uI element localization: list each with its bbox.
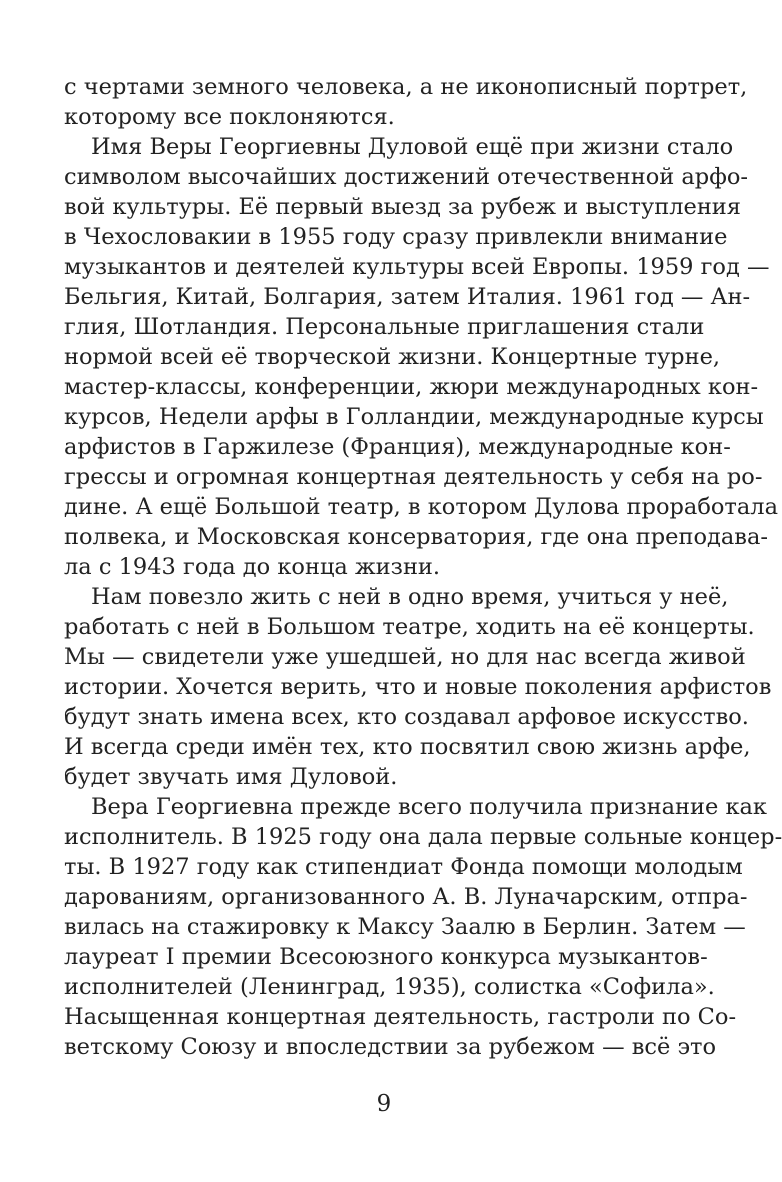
text-line: ты. В 1927 году как стипендиат Фонда помощи молодым bbox=[64, 854, 743, 880]
text-line: грессы и огромная концертная деятельность у себя на ро- bbox=[64, 464, 763, 490]
text-line: арфистов в Гаржилезе (Франция), международные кон- bbox=[64, 434, 731, 460]
text-line: будут знать имена всех, кто создавал арфовое искусство. bbox=[64, 704, 749, 730]
text-line: полвека, и Московская консерватория, где она преподава- bbox=[64, 524, 768, 550]
text-line: дине. А ещё Большой театр, в котором Дулова проработала bbox=[64, 494, 778, 520]
text-line: которому все поклоняются. bbox=[64, 104, 395, 130]
text-line: работать с ней в Большом театре, ходить на её концерты. bbox=[64, 614, 755, 640]
text-line: Бельгия, Китай, Болгария, затем Италия. 1961 год — Ан- bbox=[64, 284, 751, 310]
text-line: вилась на стажировку к Максу Заалю в Берлин. Затем — bbox=[64, 914, 746, 940]
text-line: в Чехословакии в 1955 году сразу привлекли внимание bbox=[64, 224, 728, 250]
text-line: лауреат I премии Всесоюзного конкурса музыкантов- bbox=[64, 944, 708, 970]
text-line: музыкантов и деятелей культуры всей Европы. 1959 год — bbox=[64, 254, 770, 280]
text-line: символом высочайших достижений отечественной арфо- bbox=[64, 164, 748, 190]
text-line: вой культуры. Её первый выезд за рубеж и выступления bbox=[64, 194, 741, 220]
paragraph-first-line: Имя Веры Георгиевны Дуловой ещё при жизни стало bbox=[91, 134, 734, 160]
text-line: мастер-классы, конференции, жюри международных кон- bbox=[64, 374, 759, 400]
text-line: будет звучать имя Дуловой. bbox=[64, 764, 398, 790]
text-line: курсов, Недели арфы в Голландии, международные курсы bbox=[64, 404, 764, 430]
text-line: И всегда среди имён тех, кто посвятил свою жизнь арфе, bbox=[64, 734, 751, 760]
text-line: Насыщенная концертная деятельность, гастроли по Со- bbox=[64, 1004, 737, 1030]
text-line: Мы — свидетели уже ушедшей, но для нас всегда живой bbox=[64, 644, 746, 670]
text-line: глия, Шотландия. Персональные приглашения стали bbox=[64, 314, 705, 340]
text-line: исполнителей (Ленинград, 1935), солистка «Софила». bbox=[64, 974, 715, 1000]
text-line: истории. Хочется верить, что и новые поколения арфистов bbox=[64, 674, 772, 700]
text-line: дарованиям, организованного А. В. Луначарским, отпра- bbox=[64, 884, 748, 910]
paragraph-first-line: Нам повезло жить с ней в одно время, учиться у неё, bbox=[91, 584, 729, 610]
text-line: исполнитель. В 1925 году она дала первые сольные концер- bbox=[64, 824, 782, 850]
text-line: нормой всей её творческой жизни. Концертные турне, bbox=[64, 344, 721, 370]
page-number: 9 bbox=[376, 1091, 392, 1117]
paragraph-first-line: Вера Георгиевна прежде всего получила признание как bbox=[91, 794, 767, 820]
text-line: с чертами земного человека, а не иконописный портрет, bbox=[64, 74, 748, 100]
text-line: ла с 1943 года до конца жизни. bbox=[64, 554, 441, 580]
text-line: ветскому Союзу и впоследствии за рубежом — всё это bbox=[64, 1034, 717, 1060]
body-text bbox=[64, 72, 782, 1062]
